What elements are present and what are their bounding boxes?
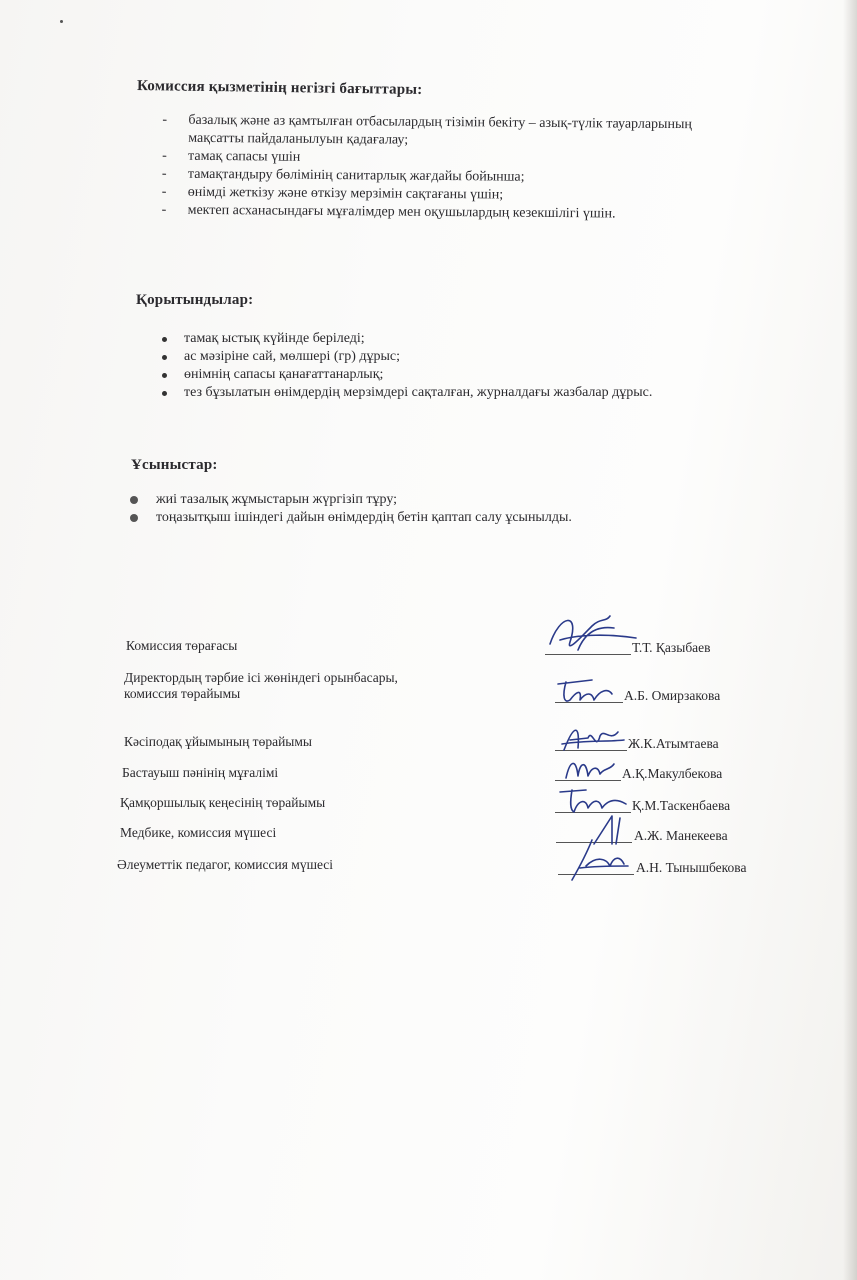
list-item: тез бұзылатын өнімдердің мерзімдері сақталған, журналдағы жазбалар дұрыс. bbox=[158, 384, 778, 402]
section-heading-directions: Комиссия қызметінің негізгі бағыттары: bbox=[136, 78, 423, 98]
signature-name: А.Ж. Манекеева bbox=[634, 828, 728, 843]
list-item: тоңазытқыш ішіндегі дайын өнімдердің бетін қаптап салу ұсынылды. bbox=[130, 509, 750, 527]
signature-role: Комиссия төрағасы bbox=[126, 638, 238, 653]
handwritten-signature-icon bbox=[552, 670, 624, 710]
corner-speck bbox=[60, 20, 63, 23]
list-item: - мектеп асханасындағы мұғалімдер мен оқушылардың кезекшілігі үшін. bbox=[162, 202, 722, 225]
list-item: жиі тазалық жұмыстарын жүргізіп тұру; bbox=[130, 491, 750, 509]
signature-role: Директордың тәрбие ісі жөніндегі орынбасары, комиссия төрайымы bbox=[124, 670, 398, 701]
handwritten-signature-icon bbox=[566, 836, 632, 886]
directions-list bbox=[162, 112, 723, 225]
section-heading-proposals: Ұсыныстар: bbox=[131, 457, 218, 473]
handwritten-signature-icon bbox=[560, 752, 620, 784]
signature-name: Қ.М.Таскенбаева bbox=[632, 798, 731, 813]
signature-role: Бастауыш пәнінің мұғалімі bbox=[122, 765, 279, 780]
signature-role: Кәсіподақ ұйымының төрайымы bbox=[124, 734, 312, 749]
list-item: - тамақ сапасы үшін bbox=[162, 148, 722, 171]
list-item: ас мәзіріне сай, мөлшері (гр) дұрыс; bbox=[158, 348, 778, 366]
proposals-list bbox=[130, 491, 750, 527]
list-item: - өнімді жеткізу және өткізу мерзімін сақтағаны үшін; bbox=[162, 184, 722, 207]
signature-name: А.Б. Омирзакова bbox=[624, 688, 721, 703]
handwritten-signature-icon bbox=[540, 604, 640, 660]
signature-name: А.Н. Тынышбекова bbox=[636, 860, 747, 875]
signature-name: Т.Т. Қазыбаев bbox=[632, 640, 711, 655]
conclusions-list bbox=[158, 330, 778, 402]
list-item: тамақ ыстық күйінде беріледі; bbox=[158, 330, 778, 348]
list-item: - базалық және аз қамтылған отбасылардың тізімін бекіту – азық-түлік тауарларының мақсатты пайдаланылуын қадағалау; bbox=[162, 112, 722, 153]
list-item: өнімнің сапасы қанағаттанарлық; bbox=[158, 366, 778, 384]
section-heading-conclusions: Қорытындылар: bbox=[136, 292, 254, 308]
signature-role: Қамқоршылық кеңесінің төрайымы bbox=[120, 795, 326, 810]
signature-role: Әлеуметтік педагог, комиссия мүшесі bbox=[117, 857, 334, 872]
signature-name: Ж.К.Атымтаева bbox=[628, 736, 719, 751]
signature-name: А.Қ.Макулбекова bbox=[622, 766, 723, 781]
signature-role: Медбике, комиссия мүшесі bbox=[120, 825, 277, 840]
list-item: - тамақтандыру бөлімінің санитарлық жағдайы бойынша; bbox=[162, 166, 722, 189]
